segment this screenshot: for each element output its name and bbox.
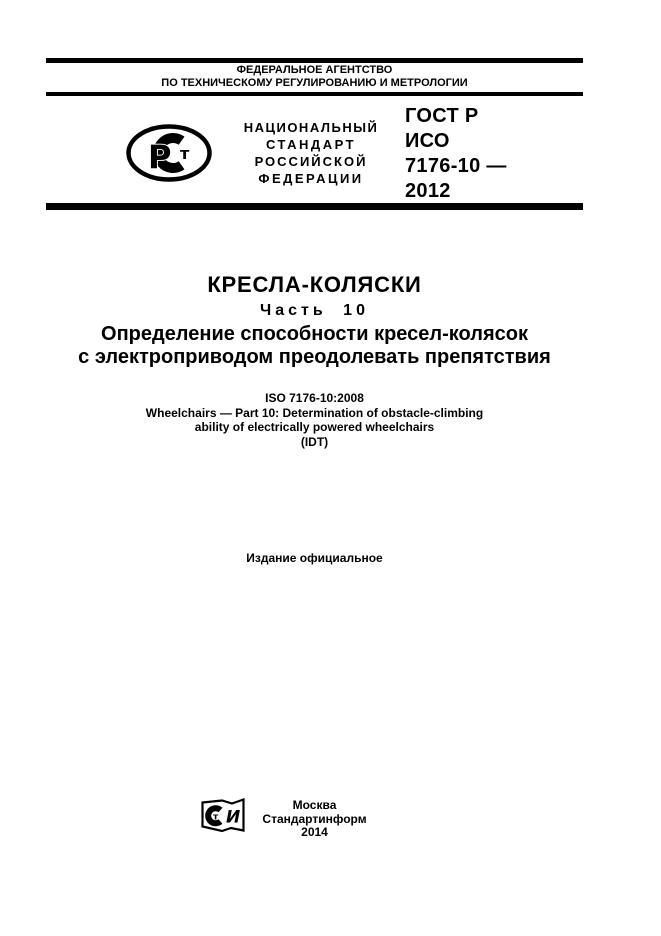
designation-line: ГОСТ Р	[405, 105, 479, 127]
title-description-line: Определение способности кресел-колясок	[101, 323, 528, 345]
agency-name	[46, 64, 583, 90]
imprint-publisher: Стандартинформ	[262, 811, 367, 826]
standard-designation	[405, 104, 507, 204]
standard-title	[46, 271, 583, 369]
edition-note: Издание официальное	[246, 551, 383, 565]
heavy-rule	[46, 203, 583, 210]
svg-text:И: И	[226, 807, 241, 828]
standard-type-line: ФЕДЕРАЦИИ	[258, 171, 364, 186]
rosstandart-logo-icon	[126, 123, 212, 183]
imprint-text	[46, 797, 583, 840]
standard-type-line: СТАНДАРТ	[265, 137, 357, 152]
standard-type-line: НАЦИОНАЛЬНЫЙ	[243, 120, 379, 135]
standard-type-label	[216, 119, 406, 187]
iso-designation: ISO 7176-10:2008	[265, 391, 364, 405]
imprint-year: 2014	[301, 825, 328, 839]
designation-line: 2012	[405, 180, 451, 202]
iso-reference	[46, 391, 583, 449]
designation-line: 7176-10 —	[405, 155, 507, 177]
middle-rule	[46, 92, 583, 96]
iso-conformity-degree: (IDT)	[300, 434, 329, 449]
imprint-city: Москва	[292, 798, 337, 812]
standartinform-logo-icon	[200, 797, 246, 833]
imprint-block	[46, 797, 583, 842]
svg-text:т: т	[213, 812, 219, 823]
designation-line: ИСО	[405, 130, 450, 152]
title-subject: КРЕСЛА-КОЛЯСКИ	[207, 272, 422, 297]
agency-line: ПО ТЕХНИЧЕСКОМУ РЕГУЛИРОВАНИЮ И МЕТРОЛОГИИ	[161, 77, 468, 89]
svg-text:Р: Р	[148, 138, 172, 176]
standard-type-line: РОССИЙСКОЙ	[254, 154, 368, 169]
svg-text:т: т	[180, 144, 190, 163]
top-rule	[46, 58, 583, 63]
title-description-line: с электроприводом преодолевать препятствия	[78, 346, 551, 368]
iso-title-line: ability of electrically powered wheelchairs	[194, 420, 435, 434]
standard-header-band	[46, 100, 583, 203]
agency-line: ФЕДЕРАЛЬНОЕ АГЕНТСТВО	[236, 64, 393, 76]
title-part: Часть 10	[260, 302, 369, 319]
iso-title-line: Wheelchairs — Part 10: Determination of obstacle-climbing	[145, 405, 484, 420]
